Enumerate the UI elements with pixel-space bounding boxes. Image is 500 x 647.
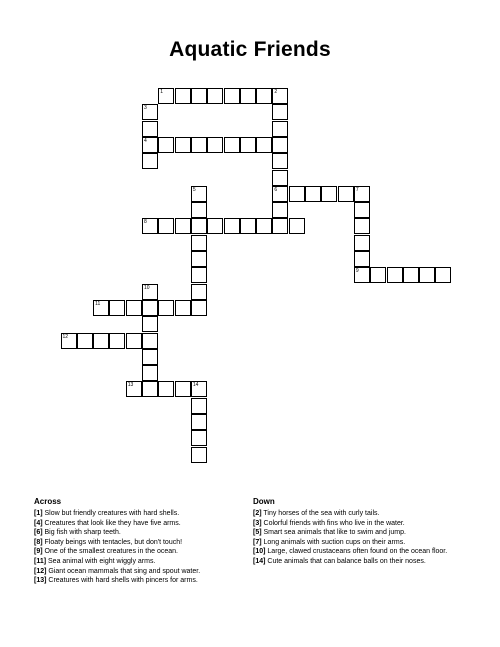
grid-cell[interactable]	[224, 218, 240, 234]
grid-cell[interactable]	[158, 300, 174, 316]
grid-cell[interactable]	[126, 333, 142, 349]
clue-text: Colorful friends with fins who live in the water.	[263, 519, 405, 527]
across-clue	[34, 528, 239, 538]
clue-text: Giant ocean mammals that sing and spout water.	[48, 567, 201, 575]
grid-cell[interactable]	[109, 333, 125, 349]
clue-number: 3	[144, 105, 147, 112]
grid-cell[interactable]	[272, 202, 288, 218]
clue-text: Creatures that look like they have five arms.	[44, 519, 181, 527]
grid-cell[interactable]	[175, 137, 191, 153]
grid-cell[interactable]	[240, 218, 256, 234]
grid-cell[interactable]	[142, 333, 158, 349]
grid-cell[interactable]	[77, 333, 93, 349]
grid-cell[interactable]	[93, 300, 109, 316]
grid-cell[interactable]	[175, 381, 191, 397]
grid-cell[interactable]	[191, 381, 207, 397]
clue-num: [12]	[34, 567, 47, 575]
grid-cell[interactable]	[175, 300, 191, 316]
down-clue	[253, 509, 465, 519]
across-clue	[34, 567, 239, 577]
grid-cell[interactable]	[207, 88, 223, 104]
grid-cell[interactable]	[109, 300, 125, 316]
clue-number: 14	[192, 382, 199, 389]
clue-number: 12	[62, 333, 69, 340]
grid-cell[interactable]	[289, 186, 305, 202]
grid-cell[interactable]	[61, 333, 77, 349]
grid-cell[interactable]	[191, 202, 207, 218]
grid-cell[interactable]	[191, 88, 207, 104]
puzzle-title: Aquatic Friends	[169, 38, 331, 61]
down-clues	[253, 497, 465, 567]
clue-text: Large, clawed crustaceans often found on the ocean floor.	[267, 548, 448, 556]
grid-cell[interactable]	[142, 381, 158, 397]
grid-cell[interactable]	[142, 284, 158, 300]
grid-cell[interactable]	[191, 447, 207, 463]
grid-cell[interactable]	[191, 300, 207, 316]
grid-cell[interactable]	[272, 137, 288, 153]
grid-cell[interactable]	[272, 88, 288, 104]
clue-num: [10]	[253, 548, 266, 556]
clue-text: One of the smallest creatures in the ocean.	[44, 548, 178, 556]
grid-cell[interactable]	[142, 316, 158, 332]
grid-cell[interactable]	[354, 267, 370, 283]
across-clue-list	[34, 509, 239, 586]
grid-cell[interactable]	[175, 88, 191, 104]
clue-number: 4	[144, 137, 147, 144]
grid-cell[interactable]	[191, 235, 207, 251]
grid-cell[interactable]	[191, 267, 207, 283]
grid-cell[interactable]	[207, 137, 223, 153]
grid-cell[interactable]	[272, 186, 288, 202]
clue-number: 8	[144, 219, 147, 226]
clue-number: 1	[160, 89, 164, 95]
grid-cell[interactable]	[354, 218, 370, 234]
grid-cell[interactable]	[142, 121, 158, 137]
clue-text: Smart sea animals that like to swim and jump.	[263, 529, 406, 537]
grid-cell[interactable]	[126, 300, 142, 316]
clue-num: [4]	[34, 519, 43, 527]
grid-cell[interactable]	[387, 267, 403, 283]
down-clue	[253, 538, 465, 548]
grid-cell[interactable]	[158, 218, 174, 234]
grid-cell[interactable]	[191, 430, 207, 446]
grid-cell[interactable]	[158, 381, 174, 397]
grid-cell[interactable]	[142, 153, 158, 169]
clue-num: [13]	[34, 577, 47, 585]
grid-cell[interactable]	[272, 218, 288, 234]
grid-cell[interactable]	[142, 104, 158, 120]
across-clues	[34, 497, 239, 586]
grid-cell[interactable]	[142, 137, 158, 153]
clue-num: [8]	[34, 538, 43, 546]
clue-text: Sea animal with eight wiggly arms.	[48, 557, 156, 565]
grid-cell[interactable]	[191, 186, 207, 202]
grid-cell[interactable]	[240, 137, 256, 153]
clue-number: 10	[144, 284, 150, 291]
clue-text: Long animals with suction cups on their arms.	[263, 538, 406, 546]
clue-number: 5	[192, 186, 196, 193]
clue-num: [9]	[34, 548, 43, 556]
grid-cell[interactable]	[354, 251, 370, 267]
grid-cell[interactable]	[142, 218, 158, 234]
grid-cell[interactable]	[191, 398, 207, 414]
across-clue	[34, 576, 239, 586]
grid-cell[interactable]	[403, 267, 419, 283]
grid-cell[interactable]	[419, 267, 435, 283]
clue-num: [1]	[34, 510, 43, 517]
clue-num: [7]	[253, 538, 262, 546]
grid-cell[interactable]	[158, 88, 174, 104]
clue-num: [11]	[34, 557, 47, 565]
across-clue	[34, 557, 239, 567]
grid-cell[interactable]	[126, 381, 142, 397]
grid-cell[interactable]	[272, 104, 288, 120]
grid-cell[interactable]	[175, 218, 191, 234]
grid-cell[interactable]	[272, 170, 288, 186]
grid-cell[interactable]	[158, 137, 174, 153]
grid-cell[interactable]	[191, 414, 207, 430]
clue-text: Creatures with hard shells with pincers for arms.	[48, 577, 198, 585]
grid-cell[interactable]	[256, 88, 272, 104]
clue-text: Tiny horses of the sea with curly tails.	[263, 510, 380, 517]
clue-number: 13	[127, 382, 134, 389]
across-clue	[34, 519, 239, 529]
grid-cell[interactable]	[354, 202, 370, 218]
grid-cell[interactable]	[338, 186, 354, 202]
down-clue	[253, 557, 465, 567]
grid-cell[interactable]	[142, 365, 158, 381]
clue-number: 11	[95, 300, 101, 307]
down-heading: Down	[253, 497, 275, 506]
clue-number: 2	[274, 89, 278, 95]
clue-text: Slow but friendly creatures with hard shells.	[44, 510, 180, 517]
grid-cell[interactable]	[305, 186, 321, 202]
grid-cell[interactable]	[370, 267, 386, 283]
down-clue	[253, 528, 465, 538]
grid-cell[interactable]	[256, 218, 272, 234]
grid-cell[interactable]	[224, 88, 240, 104]
clue-num: [6]	[34, 529, 43, 537]
clue-num: [3]	[253, 519, 262, 527]
clue-text: Big fish with sharp teeth.	[44, 529, 121, 537]
grid-cell[interactable]	[191, 218, 207, 234]
down-clue	[253, 519, 465, 529]
across-heading: Across	[34, 497, 62, 506]
across-clue	[34, 509, 239, 519]
down-clue-list	[253, 509, 465, 567]
grid-cell[interactable]	[289, 218, 305, 234]
clue-num: [2]	[253, 510, 262, 517]
clue-number: 6	[274, 186, 278, 193]
grid-cell[interactable]	[142, 349, 158, 365]
clue-num: [14]	[253, 557, 266, 565]
clue-text: Cute animals that can balance balls on their noses.	[267, 557, 426, 565]
grid-cell[interactable]	[93, 333, 109, 349]
grid-cell[interactable]	[191, 251, 207, 267]
across-clue	[34, 547, 239, 557]
grid-cell[interactable]	[321, 186, 337, 202]
grid-cell[interactable]	[240, 88, 256, 104]
grid-cell[interactable]	[272, 153, 288, 169]
grid-cell[interactable]	[191, 137, 207, 153]
clue-num: [5]	[253, 529, 262, 537]
grid-cell[interactable]	[224, 137, 240, 153]
clue-number: 9	[355, 268, 359, 275]
grid-cell[interactable]	[191, 284, 207, 300]
across-clue	[34, 538, 239, 548]
grid-cell[interactable]	[142, 300, 158, 316]
clue-number: 7	[355, 186, 359, 193]
grid-cell[interactable]	[207, 218, 223, 234]
clue-text: Floaty beings with tentacles, but don't touch!	[44, 538, 183, 546]
down-clue	[253, 547, 465, 557]
grid-cell[interactable]	[256, 137, 272, 153]
grid-cell[interactable]	[354, 186, 370, 202]
grid-cell[interactable]	[354, 235, 370, 251]
grid-cell[interactable]	[272, 121, 288, 137]
grid-cell[interactable]	[435, 267, 451, 283]
